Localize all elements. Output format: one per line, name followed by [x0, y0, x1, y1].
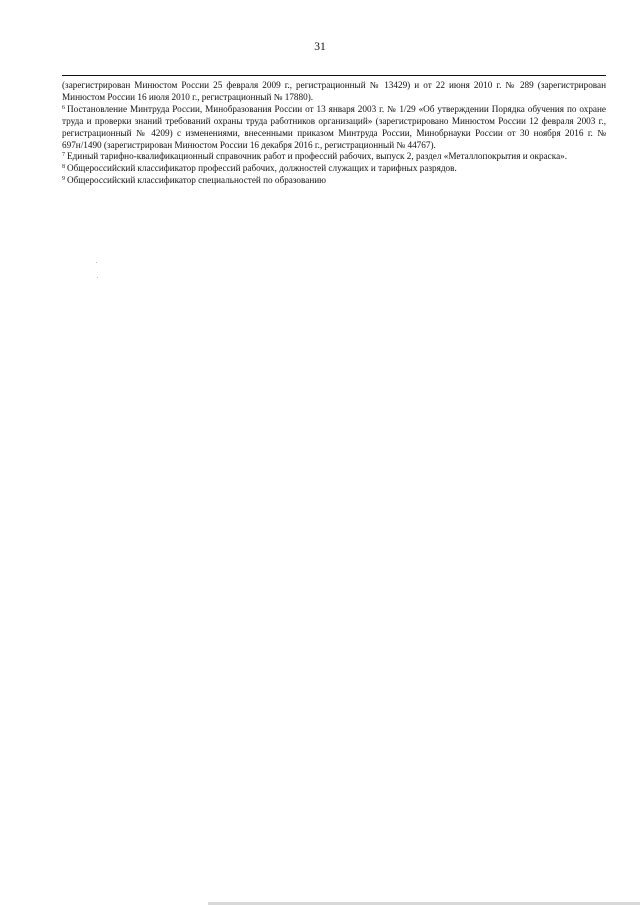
- footnote-marker: 6: [62, 104, 65, 111]
- footnotes-section: [62, 80, 606, 187]
- footnote-separator: [62, 75, 606, 76]
- footnote-marker: 7: [62, 152, 65, 159]
- footnote-marker: 8: [62, 164, 65, 171]
- scan-artifact: [97, 277, 98, 278]
- footnote-8: [62, 163, 606, 175]
- footnote-continuation: [62, 80, 606, 104]
- footnote-text: Общероссийский классификатор профессий рабочих, должностей служащих и тарифных разрядов.: [67, 163, 457, 174]
- footnote-6: [62, 104, 606, 152]
- footnote-text: Единый тарифно-квалификационный справочник работ и профессий рабочих, выпуск 2, раздел «Металлопокрытия и окраска».: [67, 151, 568, 162]
- footnote-text: Постановление Минтруда России, Минобразования России от 13 января 2003 г. № 1/29 «Об утверждении Порядка обучения по охране труда и проверки знаний требований охраны труда работников организаций» (зарегистрировано Минюстом России 12 февраля 2003 г., регистрационный № 4209) с изменениями, внесенными приказом Минтруда России, Минобрнауки России от 30 ноября 2016 г. № 697н/1490 (зарегистрирован Минюстом России 16 декабря 2016 г., регистрационный № 44767).: [62, 103, 606, 150]
- scan-artifact: [96, 262, 97, 263]
- footnote-9: [62, 175, 606, 187]
- footnote-7: [62, 151, 606, 163]
- footnote-text: (зарегистрирован Минюстом России 25 февраля 2009 г., регистрационный № 13429) и от 22 июня 2010 г. № 289 (зарегистрирован Минюстом России 16 июля 2010 г., регистрационный № 17880).: [62, 80, 606, 102]
- page-number: 31: [314, 41, 326, 53]
- footnote-text: Общероссийский классификатор специальностей по образованию: [67, 175, 327, 186]
- footnote-marker: 9: [62, 176, 65, 183]
